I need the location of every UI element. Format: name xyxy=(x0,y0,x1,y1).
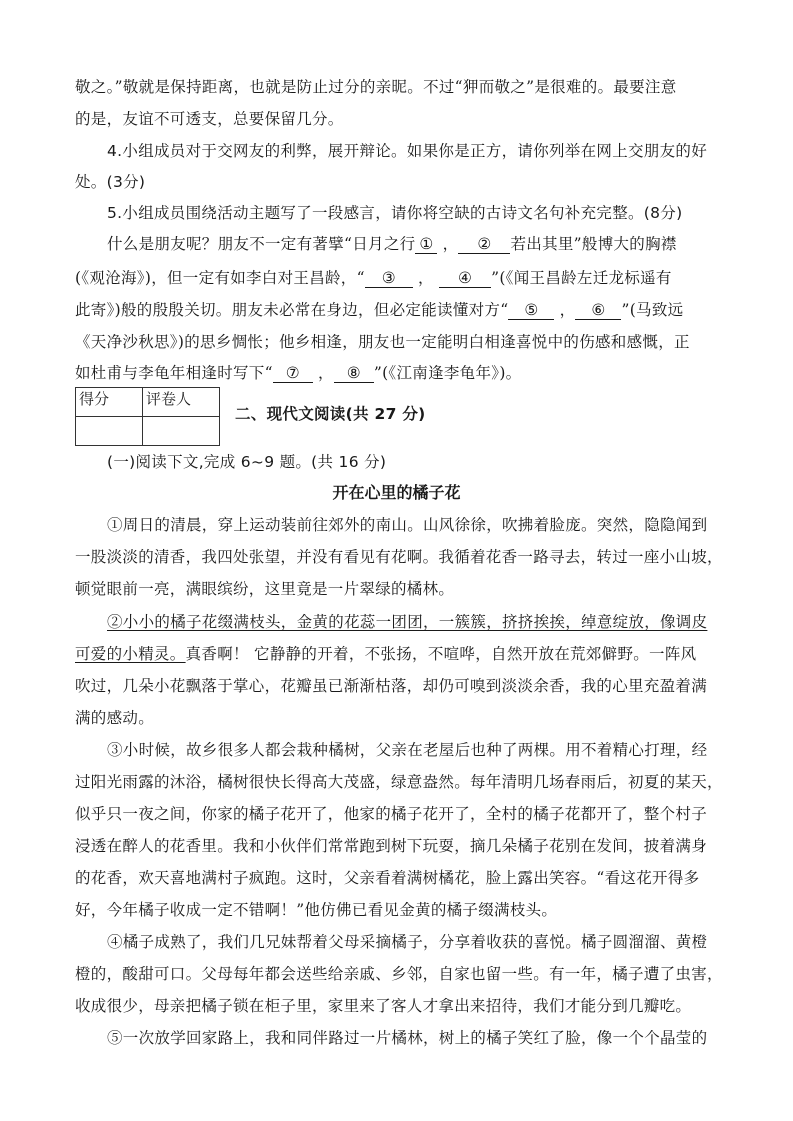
article-p1-line-2: 一股淡淡的清香，我四处张望，并没有看见有花啊。我循着花香一路寻去，转过一座小山坡， xyxy=(75,548,723,566)
section-2-subheading: (一)阅读下文,完成 6~9 题。(共 16 分) xyxy=(107,453,387,471)
article-title: 开在心里的橘子花 xyxy=(332,483,461,502)
q5-text-3a: 此寄》)般的殷殷关切。朋友未必常在身边，但必定能读懂对方“ xyxy=(75,301,509,319)
q5-text-2b: ”(《闻王昌龄左迁龙标遥有 xyxy=(491,269,672,287)
section-2-heading: 二、现代文阅读(共 27 分) xyxy=(235,405,426,423)
q5-text-3b: ”(马致远 xyxy=(621,301,684,319)
article-p3-line-1: ③小时候，故乡很多人都会栽种橘树，父亲在老屋后也种了两棵。用不着精心打理，经 xyxy=(107,741,708,759)
question-4-line-2: 处。(3分) xyxy=(75,173,146,191)
blank-3[interactable]: ③ xyxy=(365,269,413,288)
q5-text-1b: 若出其里”般博大的胸襟 xyxy=(510,235,677,253)
blank-7[interactable]: ⑦ xyxy=(273,364,313,383)
article-p3-line-5: 的花香，欢天喜地满村子疯跑。这时，父亲看着满树橘花，脸上露出笑容。“看这花开得多 xyxy=(75,869,700,887)
article-p3-line-6: 好，今年橘子收成一定不错啊！”他仿佛已看见金黄的橘子缀满枝头。 xyxy=(75,901,558,919)
blank-5[interactable]: ⑤ xyxy=(508,301,554,320)
grader-cell[interactable] xyxy=(143,417,220,446)
q5-text-5a: 如杜甫与李龟年相逢时写下“ xyxy=(75,364,273,382)
question-5-line-5: 如杜甫与李龟年相逢时写下“ ⑦ ， ⑧ ”(《江南逢李龟年》)。 xyxy=(75,364,522,382)
intro-line-1: 敬之。”敬就是保持距离，也就是防止过分的亲昵。不过“狎而敬之”是很难的。最要注意 xyxy=(75,78,677,96)
article-p1-line-3: 顿觉眼前一亮，满眼缤纷，这里竟是一片翠绿的橘林。 xyxy=(75,580,455,598)
q5-text-2a: (《观沧海》)，但一定有如李白对王昌龄，“ xyxy=(75,269,365,287)
question-5-line-4: 《天净沙秋思》)的思乡惆怅；他乡相逢，朋友也一定能明白相逢喜悦中的伤感和感慨，正 xyxy=(75,333,690,351)
article-p3-line-4: 浸透在醉人的花香里。我和小伙伴们常常跑到树下玩耍，摘几朵橘子花别在发间，披着满身 xyxy=(75,837,708,855)
article-p2-underlined-end: 可爱的小精灵。 xyxy=(75,645,186,663)
question-5-line-3: 此寄》)般的殷殷关切。朋友未必常在身边，但必定能读懂对方“ ⑤ ， ⑥ ”(马致远 xyxy=(75,301,684,319)
article-p4-line-3: 收成很少，母亲把橘子锁在柜子里，家里来了客人才拿出来招待，我们才能分到几瓣吃。 xyxy=(75,997,692,1015)
blank-6[interactable]: ⑥ xyxy=(575,301,621,320)
question-5-line-2: (《观沧海》)，但一定有如李白对王昌龄，“ ③ ， ④ ”(《闻王昌龄左迁龙标遥有 xyxy=(75,269,672,287)
article-p3-line-2: 过阳光雨露的沐浴，橘树很快长得高大茂盛，绿意盎然。每年清明几场春雨后，初夏的某天， xyxy=(75,773,723,791)
blank-8[interactable]: ⑧ xyxy=(334,364,374,383)
article-p4-line-1: ④橘子成熟了，我们几兄妹帮着父母采摘橘子，分享着收获的喜悦。橘子圆溜溜、黄橙 xyxy=(107,933,708,951)
q5-text-5b: ”(《江南逢李龟年》)。 xyxy=(373,364,522,382)
article-p2-line-4: 满的感动。 xyxy=(75,709,155,727)
article-p2-line-3: 吹过，几朵小花飘落于掌心，花瓣虽已渐渐枯落，却仍可嗅到淡淡余香，我的心里充盈着满 xyxy=(75,677,708,695)
q5-text-1a: 什么是朋友呢？朋友不一定有著擘“日月之行 xyxy=(107,235,416,253)
blank-4[interactable]: ④ xyxy=(439,269,491,288)
grader-header: 评卷人 xyxy=(143,388,220,417)
article-p2-line-2-rest: 真香啊！ 它静静的开着，不张扬，不喧哗，自然开放在荒郊僻野。一阵风 xyxy=(185,645,697,663)
article-p4-line-2: 橙的，酸甜可口。父母每年都会送些给亲戚、乡邻，自家也留一些。有一年，橘子遭了虫害， xyxy=(75,965,723,983)
blank-2[interactable]: ② xyxy=(458,235,510,254)
article-p3-line-3: 似乎只一夜之间，你家的橘子花开了，他家的橘子花开了，全村的橘子花都开了，整个村子 xyxy=(75,805,708,823)
article-p2-line-1-underlined: ②小小的橘子花缀满枝头，金黄的花蕊一团团，一簇簇，挤挤挨挨，绰意绽放，像调皮 xyxy=(107,613,708,631)
question-5-line-1: 什么是朋友呢？朋友不一定有著擘“日月之行 ① ， ② 若出其里”般博大的胸襟 xyxy=(107,235,677,253)
article-p5-line-1: ⑤一次放学回家路上，我和同伴路过一片橘林，树上的橘子笑红了脸，像一个个晶莹的 xyxy=(107,1029,708,1047)
question-5-prompt: 5.小组成员围绕活动主题写了一段感言，请你将空缺的古诗文名句补充完整。(8分) xyxy=(107,204,683,222)
question-4-line-1: 4.小组成员对于交网友的利弊，展开辩论。如果你是正方，请你列举在网上交朋友的好 xyxy=(107,142,707,160)
article-p1-line-1: ①周日的清晨，穿上运动装前往郊外的南山。山风徐徐，吹拂着脸庞。突然，隐隐闻到 xyxy=(107,516,708,534)
score-cell[interactable] xyxy=(76,417,143,446)
intro-line-2: 的是，友谊不可透支，总要保留几分。 xyxy=(75,110,344,128)
blank-1[interactable]: ① xyxy=(415,235,437,254)
score-header: 得分 xyxy=(76,388,143,417)
score-table xyxy=(75,387,220,446)
article-p2-line-2 xyxy=(75,642,696,664)
